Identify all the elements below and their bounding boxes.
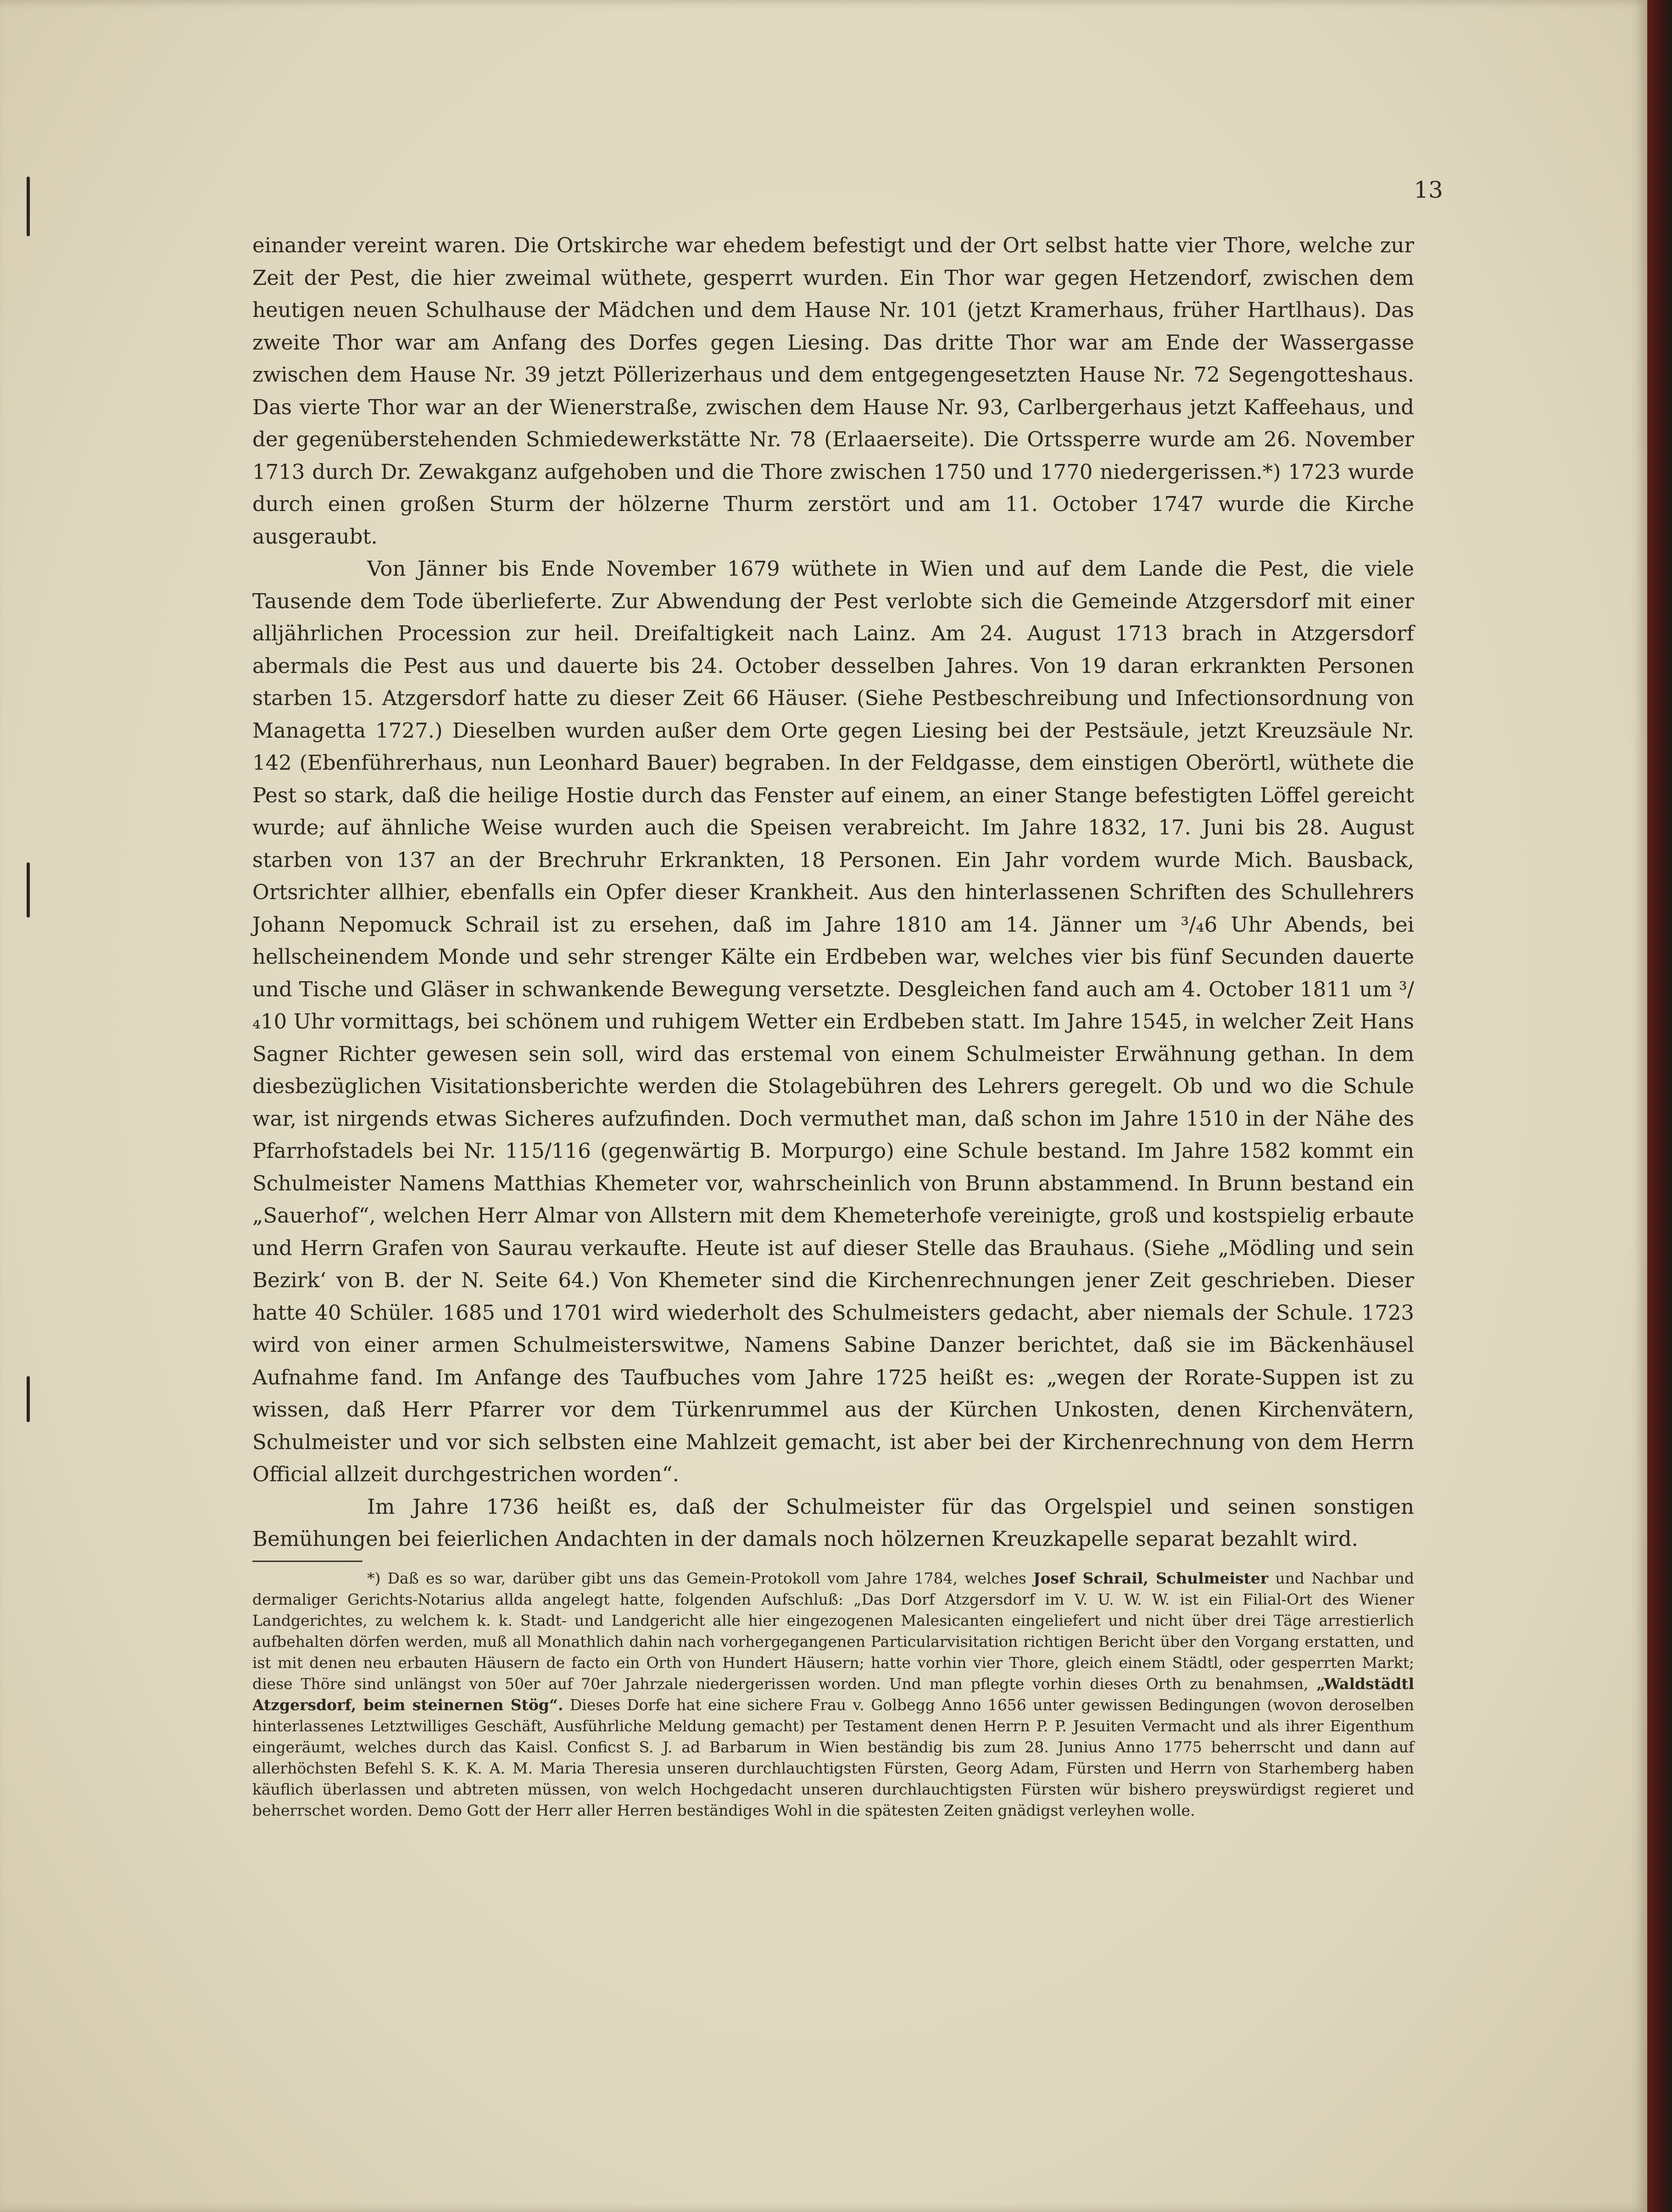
body-paragraph: einander vereint waren. Die Ortskirche war ehedem befestigt und der Ort selbst hatte vier Thore, welche zur Zeit der Pest, die hier zweimal wüthete, gesperrt wurden. Ein Thor war gegen Hetzendorf, zwischen dem heutigen neuen Schulhause der Mädchen und dem Hause Nr. 101 (jetzt Kramerhaus, früher Hartlhaus). Das zweite Thor war am Anfang des Dorfes gegen Liesing. Das dritte Thor war am Ende der Wassergasse zwischen dem Hause Nr. 39 jetzt Pöllerizerhaus und dem entgegengesetzten Hause Nr. 72 Segengotteshaus. Das vierte Thor war an der Wienerstraße, zwischen dem Hause Nr. 93, Carlbergerhaus jetzt Kaffeehaus, und der gegenüberstehenden Schmiedewerkstätte Nr. 78 (Erlaaerseite). Die Ortssperre wurde am 26. November 1713 durch Dr. Zewakganz aufgehoben und die Thore zwischen 1750 und 1770 niedergerissen.*) 1723 wurde durch einen großen Sturm der hölzerne Thurm zerstört und am 11. October 1747 wurde die Kirche ausgeraubt. (252, 233, 1414, 549)
binding-thread-mark (27, 1376, 30, 1422)
footnote-text: *) Daß es so war, darüber gibt uns das Gemein-Protokoll vom Jahre 1784, welches (367, 1569, 1026, 1587)
footnote-text: und Nachbar und dermaliger Gerichts-Notarius allda angelegt hatte, folgenden Aufschluß: „Das Dorf Atzgersdorf im V. U. W. W. ist ein Filial-Ort des Wiener Landgerichtes, zu welchem k. k. Stadt- und Landgericht alle hier eingezogenen Malesicanten eingeliefert und nicht über drei Täge arrestierlich aufbehalten dörfen werden, muß all Monathlich dahin nach vorhergegangenen Particularvisitation richtigen Bericht über den Vorgang erstatten, und ist mit denen neu erbauten Häusern de facto ein Orth von Hundert Häusern; hatte vorhin vier Thore, gleich einem Städtl, oder gesperrten Markt; diese Thöre sind unlängst von 50er auf 70er Jahrzale niedergerissen worden. Und man pflegte vorhin dieses Orth zu benahmsen, (252, 1569, 1415, 1693)
footnote-separator (252, 1561, 362, 1562)
footnote-emphasis: „Waldstädtl Atzgersdorf, beim steinernen Stög“. (252, 1675, 1414, 1714)
footnote (252, 1568, 1414, 1821)
footnote-paragraph (252, 1568, 1414, 1821)
body-paragraph: Im Jahre 1736 heißt es, daß der Schulmeister für das Orgelspiel und seinen sonstigen Bemühungen bei feierlichen Andachten in der damals noch hölzernen Kreuzkapelle separat bezahlt wird. (252, 1494, 1414, 1551)
binding-thread-mark (27, 862, 30, 917)
footnote-text: Dieses Dorfe hat eine sichere Frau v. Golbegg Anno 1656 unter gewissen Bedingungen (wovon deroselben hinterlassenes Letztwilliges Geschäft, Ausführliche Meldung gemacht) per Testament denen Herrn P. P. Jesuiten Vermacht und als ihrer Eigenthum eingeräumt, welches durch das Kaisl. Conficst S. J. ad Barbarum in Wien beständig bis zum 28. Junius Anno 1775 beherrscht und dann auf allerhöchsten Befehl S. K. K. A. M. Maria Theresia unseren durchlauchtigsten Fürsten, Georg Adam, Fürsten und Herrn von Starhemberg haben käuflich überlassen und abtreten müssen, von welch Hochgedacht unseren durchlauchtigsten Fürsten wür bishero preyswürdigst regieret und beherrschet worden. Demo Gott der Herr aller Herren beständiges Wohl in die spätesten Zeiten gnädigst verleyhen wolle. (252, 1696, 1414, 1819)
page-number: 13 (1414, 177, 1443, 203)
body-paragraph: Von Jänner bis Ende November 1679 wüthete in Wien und auf dem Lande die Pest, die viele Tausende dem Tode überlieferte. Zur Abwendung der Pest verlobte sich die Gemeinde Atzgersdorf mit einer alljährlichen Procession zur heil. Dreifaltigkeit nach Lainz. Am 24. August 1713 brach in Atzgersdorf abermals die Pest aus und dauerte bis 24. October desselben Jahres. Von 19 daran erkrankten Personen starben 15. Atzgersdorf hatte zu dieser Zeit 66 Häuser. (Siehe Pestbeschreibung und Infectionsordnung von Managetta 1727.) Dieselben wurden außer dem Orte gegen Liesing bei der Pestsäule, jetzt Kreuzsäule Nr. 142 (Ebenführerhaus, nun Leonhard Bauer) begraben. In der Feldgasse, dem einstigen Oberörtl, wüthete die Pest so stark, daß die heilige Hostie durch das Fenster auf einem, an einer Stange befestigten Löffel gereicht wurde; auf ähnliche Weise wurden auch die Speisen verabreicht. Im Jahre 1832, 17. Juni bis 28. August starben von 137 an der Brechruhr Erkrankten, 18 Personen. Ein Jahr vordem wurde Mich. Bausback, Ortsrichter allhier, ebenfalls ein Opfer dieser Krankheit. Aus den hinterlassenen Schriften des Schullehrers Johann Nepomuck Schrail ist zu ersehen, daß im Jahre 1810 am 14. Jänner um ³/₄6 Uhr Abends, bei hellscheinendem Monde und sehr strenger Kälte ein Erdbeben war, welches vier bis fünf Secunden dauerte und Tische und Gläser in schwankende Bewegung versetzte. Desgleichen fand auch am 4. October 1811 um ³/₄10 Uhr vormittags, bei schönem und ruhigem Wetter ein Erdbeben statt. Im Jahre 1545, in welcher Zeit Hans Sagner Richter gewesen sein soll, wird das erstemal von einem Schulmeister Erwähnung gethan. In dem diesbezüglichen Visitationsberichte werden die Stolagebühren des Lehrers geregelt. Ob und wo die Schule war, ist nirgends etwas Sicheres aufzufinden. Doch vermuthet man, daß schon im Jahre 1510 in der Nähe des Pfarrhofstadels bei Nr. 115/116 (gegenwärtig B. Morpurgo) eine Schule bestand. Im Jahre 1582 kommt ein Schulmeister Namens Matthias Khemeter vor, wahrscheinlich von Brunn abstammend. In Brunn bestand ein „Sauerhof“, welchen Herr Almar von Allstern mit dem Khemeterhofe vereinigte, groß und kostspielig erbaute und Herrn Grafen von Saurau verkaufte. Heute ist auf dieser Stelle das Brauhaus. (Siehe „Mödling und sein Bezirk‘ von B. der N. Seite 64.) Von Khemeter sind die Kirchenrechnungen jener Zeit geschrieben. Dieser hatte 40 Schüler. 1685 und 1701 wird wiederholt des Schulmeisters gedacht, aber niemals der Schule. 1723 wird von einer armen Schulmeisterswitwe, Namens Sabine Danzer berichtet, daß sie im Bäckenhäusel Aufnahme fand. Im Anfange des Taufbuches vom Jahre 1725 heißt es: „wegen der Rorate-Suppen ist zu wissen, daß Herr Pfarrer vor dem Türkenrummel aus der Kürchen Unkosten, denen Kirchenvätern, Schulmeister und vor sich selbsten eine Mahlzeit gemacht, ist aber bei der Kirchenrechnung von dem Herrn Official allzeit durchgestrichen worden“. (252, 556, 1414, 1486)
binding-thread-mark (27, 177, 30, 236)
footnote-emphasis: Josef Schrail, Schulmeister (1033, 1569, 1269, 1587)
main-text (252, 229, 1414, 1556)
book-spine-edge (1647, 0, 1672, 2212)
